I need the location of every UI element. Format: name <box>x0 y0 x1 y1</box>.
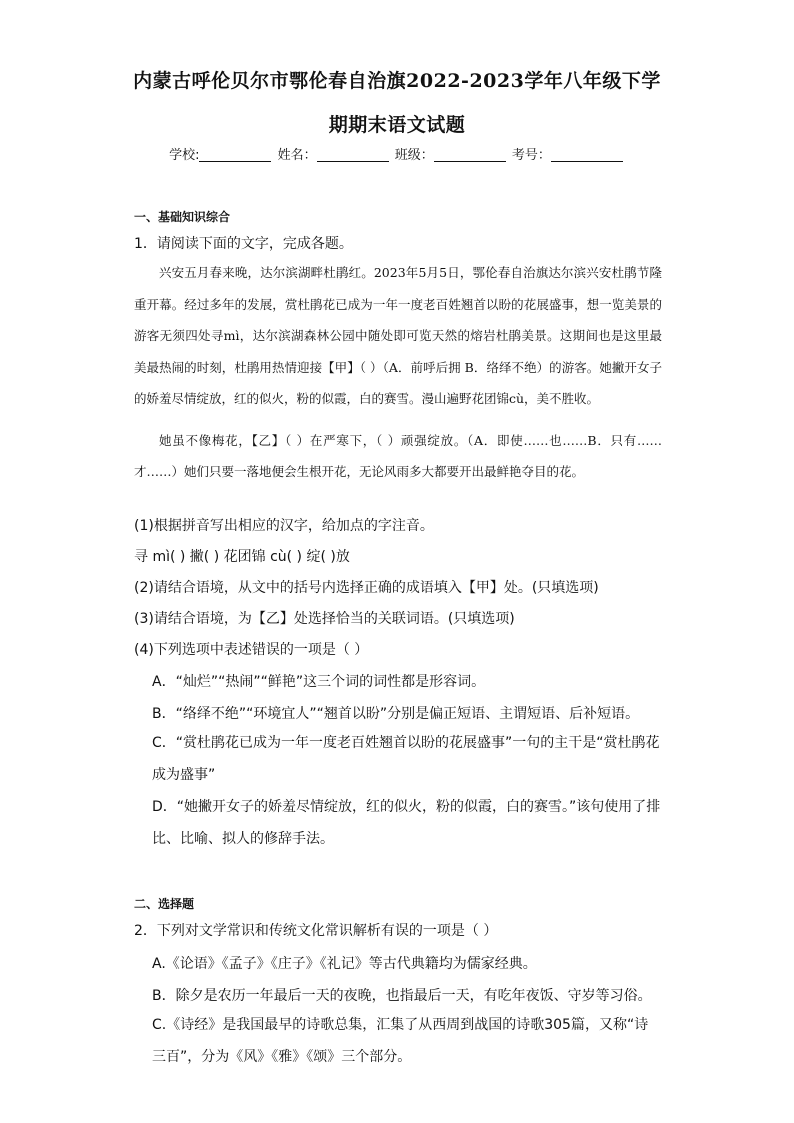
class-label: 班级： <box>394 148 434 163</box>
school-blank[interactable] <box>199 147 271 162</box>
name-label: 姓名： <box>277 148 317 163</box>
exam-title-line1: 内蒙古呼伦贝尔市鄂伦春自治旗2022-2023学年八年级下学 <box>133 70 661 92</box>
passage-paragraph-1: 兴安五月春来晚，达尔滨湖畔杜鹃红。2023年5月5日，鄂伦春自治旗达尔滨兴安杜鹃节隆重开幕。经过多年的发展，赏杜鹃花已成为一年一度老百姓翘首以盼的花展盛事，想一览美景的游客无须四处寻mì，达尔滨湖森林公园中随处即可览天然的熔岩杜鹃美景。这期间也是这里最美最热闹的时刻，杜鹃用热情迎接【甲】（ ）（A．前呼后拥 B．络绎不绝）的游客。她撇开女子的娇羞尽情绽放，红的似火，粉的似霞，白的赛雪。漫山遍野花团锦cù，美不胜收。 <box>134 265 662 406</box>
number-label: 考号： <box>511 148 551 163</box>
section-heading-choice: 二、选择题 <box>134 897 195 911</box>
q1-option-a: A．“灿烂”“热闹”“鲜艳”这三个词的词性都是形容词。 <box>152 674 486 690</box>
class-blank[interactable] <box>434 147 506 162</box>
subquestion-1-items: 寻 mì( ) 撇( ) 花团锦 cù( ) 绽( )放 <box>134 549 350 565</box>
subquestion-3: (3)请结合语境，为【乙】处选择恰当的关联词语。(只填选项) <box>134 611 515 627</box>
reading-passage <box>134 257 662 488</box>
school-label: 学校: <box>169 148 200 163</box>
q2-option-c: C.《诗经》是我国最早的诗歌总集，汇集了从西周到战国的诗歌305篇，又称“诗三百”，分为《风》《雅》《颂》三个部分。 <box>152 1017 649 1065</box>
q2-option-a: A.《论语》《孟子》《庄子》《礼记》等古代典籍均为儒家经典。 <box>152 956 537 972</box>
subquestion-1: (1)根据拼音写出相应的汉字，给加点的字注音。 <box>134 518 434 534</box>
name-blank[interactable] <box>317 147 389 162</box>
question-2-stem: 2．下列对文学常识和传统文化常识解析有误的一项是（ ） <box>134 923 498 939</box>
student-info-row <box>0 144 794 163</box>
number-blank[interactable] <box>551 147 623 162</box>
exam-title-line2: 期期末语文试题 <box>328 114 466 136</box>
q2-option-b: B．除夕是农历一年最后一天的夜晚，也指最后一天，有吃年夜饭、守岁等习俗。 <box>152 988 652 1004</box>
q1-option-d: D．“她撇开女子的娇羞尽情绽放，红的似火，粉的似霞，白的赛雪。”该句使用了排比、比喻、拟人的修辞手法。 <box>152 799 661 847</box>
subquestion-4: (4)下列选项中表述错误的一项是（ ） <box>134 642 369 658</box>
passage-paragraph-2: 她虽不像梅花，【乙】（ ）在严寒下，（ ）顽强绽放。（A．即使……也……B．只有……才……）她们只要一落地便会生根开花，无论风雨多大都要开出最鲜艳夺目的花。 <box>134 432 662 479</box>
question-1-stem: 1．请阅读下面的文字，完成各题。 <box>134 236 353 252</box>
q1-option-b: B．“络绎不绝”“环境宜人”“翘首以盼”分别是偏正短语、主谓短语、后补短语。 <box>152 706 640 722</box>
q1-option-c: C．“赏杜鹃花已成为一年一度老百姓翘首以盼的花展盛事”一句的主干是“赏杜鹃花成为盛事” <box>152 735 660 783</box>
subquestion-2: (2)请结合语境，从文中的括号内选择正确的成语填入【甲】处。(只填选项) <box>134 580 599 596</box>
section-heading-basics: 一、基础知识综合 <box>134 210 231 224</box>
